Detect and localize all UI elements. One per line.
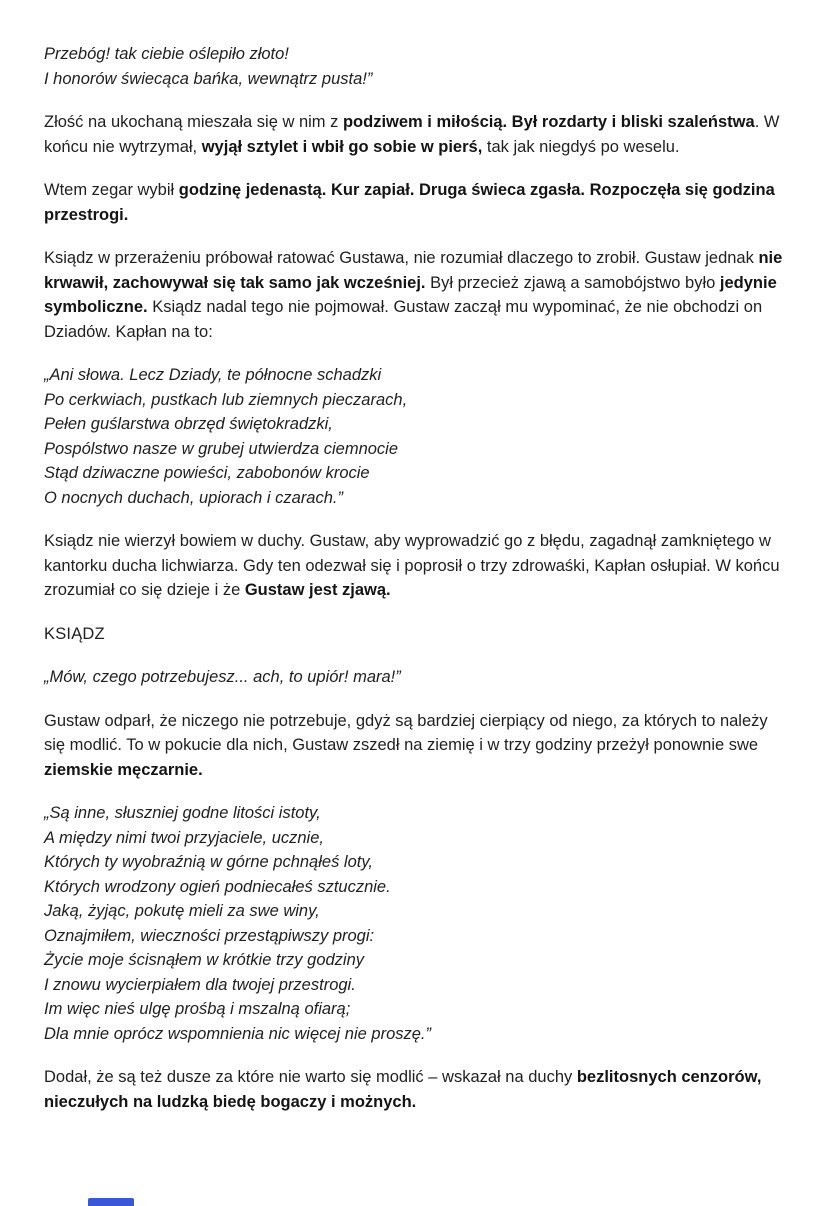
verse-line: I znowu wycierpiałem dla twojej przestrogi. bbox=[44, 975, 356, 994]
verse-line: Im więc nieś ulgę prośbą i mszalną ofiarą; bbox=[44, 1000, 351, 1018]
text-run: Ksiądz w przerażeniu próbował ratować Gustawa, nie rozumiał dlaczego to zrobił. Gustaw jednak bbox=[44, 249, 759, 267]
verse-line: „Mów, czego potrzebujesz... ach, to upiór! mara!” bbox=[44, 668, 401, 686]
paragraph bbox=[44, 110, 786, 159]
verse-line: O nocnych duchach, upiorach i czarach.” bbox=[44, 488, 343, 507]
verse-line: „Są inne, słuszniej godne litości istoty, bbox=[44, 804, 321, 822]
verse-line: Dla mnie oprócz wspomnienia nic więcej nie proszę.” bbox=[44, 1024, 432, 1043]
text-run: Ksiądz nie wierzył bowiem w duchy. Gustaw, aby wyprowadzić go z błędu, zagadnął zamkniętego w kantorku ducha lichwiarza. Gdy ten odezwał się i poprosił o trzy zdrowaśki, Kapłan osłupiał. W końcu zrozumiał co się dzieje i że bbox=[44, 532, 780, 599]
verse-line: Oznajmiłem, wieczności przestąpiwszy progi: bbox=[44, 926, 375, 945]
verse-quote bbox=[44, 801, 786, 1046]
partial-blue-element[interactable] bbox=[88, 1198, 134, 1206]
text-run: . W końcu nie wytrzymał, bbox=[44, 113, 780, 156]
verse-line: I honorów świecąca bańka, wewnątrz pusta!” bbox=[44, 69, 373, 88]
verse-line: Pospólstwo nasze w grubej utwierdza ciemnocie bbox=[44, 439, 399, 458]
text-run: Był przecież zjawą a samobójstwo było bbox=[425, 273, 720, 292]
paragraph bbox=[44, 1065, 786, 1114]
section-heading: KSIĄDZ bbox=[44, 624, 105, 643]
verse-line: Jaką, żyjąc, pokutę mieli za swe winy, bbox=[44, 902, 320, 920]
verse-quote bbox=[44, 42, 786, 91]
paragraph bbox=[44, 709, 786, 783]
verse-line: Życie moje ścisnąłem w krótkie trzy godziny bbox=[44, 951, 365, 969]
verse-line: A między nimi twoi przyjaciele, ucznie, bbox=[44, 828, 324, 847]
verse-line: „Ani słowa. Lecz Dziady, te północne schadzki bbox=[44, 366, 382, 384]
verse-line: Pełen guślarstwa obrzęd świętokradzki, bbox=[44, 415, 333, 433]
paragraph bbox=[44, 246, 786, 344]
text-run: Ksiądz nadal tego nie pojmował. Gustaw zaczął mu wypominać, że nie obchodzi on Dziadów. Kapłan na to: bbox=[44, 298, 763, 341]
text-run: Gustaw odparł, że niczego nie potrzebuje, gdyż są bardziej cierpiący od niego, za których to należy się modlić. To w pokucie dla nich, Gustaw zszedł na ziemię i w trzy godziny przeżył ponownie swe bbox=[44, 711, 768, 754]
verse-quote bbox=[44, 665, 786, 690]
verse-line: Po cerkwiach, pustkach lub ziemnych pieczarach, bbox=[44, 390, 408, 409]
bold-text-run: bezlitosnych cenzorów, nieczułych na ludzką biedę bogaczy i możnych. bbox=[44, 1068, 762, 1111]
bold-text-run: jedynie symboliczne. bbox=[44, 273, 777, 316]
bold-text-run: Gustaw jest zjawą. bbox=[244, 581, 391, 599]
bold-text-run: podziwem i miłością. Był rozdarty i bliski szaleństwa bbox=[342, 113, 755, 131]
verse-line: Których wrodzony ogień podniecałeś sztucznie. bbox=[44, 877, 391, 896]
verse-line: Których ty wyobraźnią w górne pchnąłeś loty, bbox=[44, 853, 373, 871]
paragraph bbox=[44, 178, 786, 227]
verse-line: Stąd dziwaczne powieści, zabobonów krocie bbox=[44, 464, 370, 482]
text-run: Wtem zegar wybił bbox=[44, 181, 179, 199]
bold-text-run: ziemskie męczarnie. bbox=[44, 760, 203, 779]
bold-text-run: wyjął sztylet i wbił go sobie w pierś, bbox=[201, 137, 483, 156]
verse-quote bbox=[44, 363, 786, 510]
text-run: Złość na ukochaną mieszała się w nim z bbox=[44, 113, 343, 131]
bold-text-run: godzinę jedenastą. Kur zapiał. Druga świeca zgasła. Rozpoczęła się godzina przestrogi. bbox=[44, 181, 775, 224]
verse-line: Przebóg! tak ciebie oślepiło złoto! bbox=[44, 45, 289, 63]
bold-text-run: nie krwawił, zachowywał się tak samo jak wcześniej. bbox=[44, 249, 783, 292]
text-run: tak jak niegdyś po weselu. bbox=[482, 137, 680, 156]
text-run: Dodał, że są też dusze za które nie warto się modlić – wskazał na duchy bbox=[44, 1068, 577, 1086]
paragraph bbox=[44, 529, 786, 603]
